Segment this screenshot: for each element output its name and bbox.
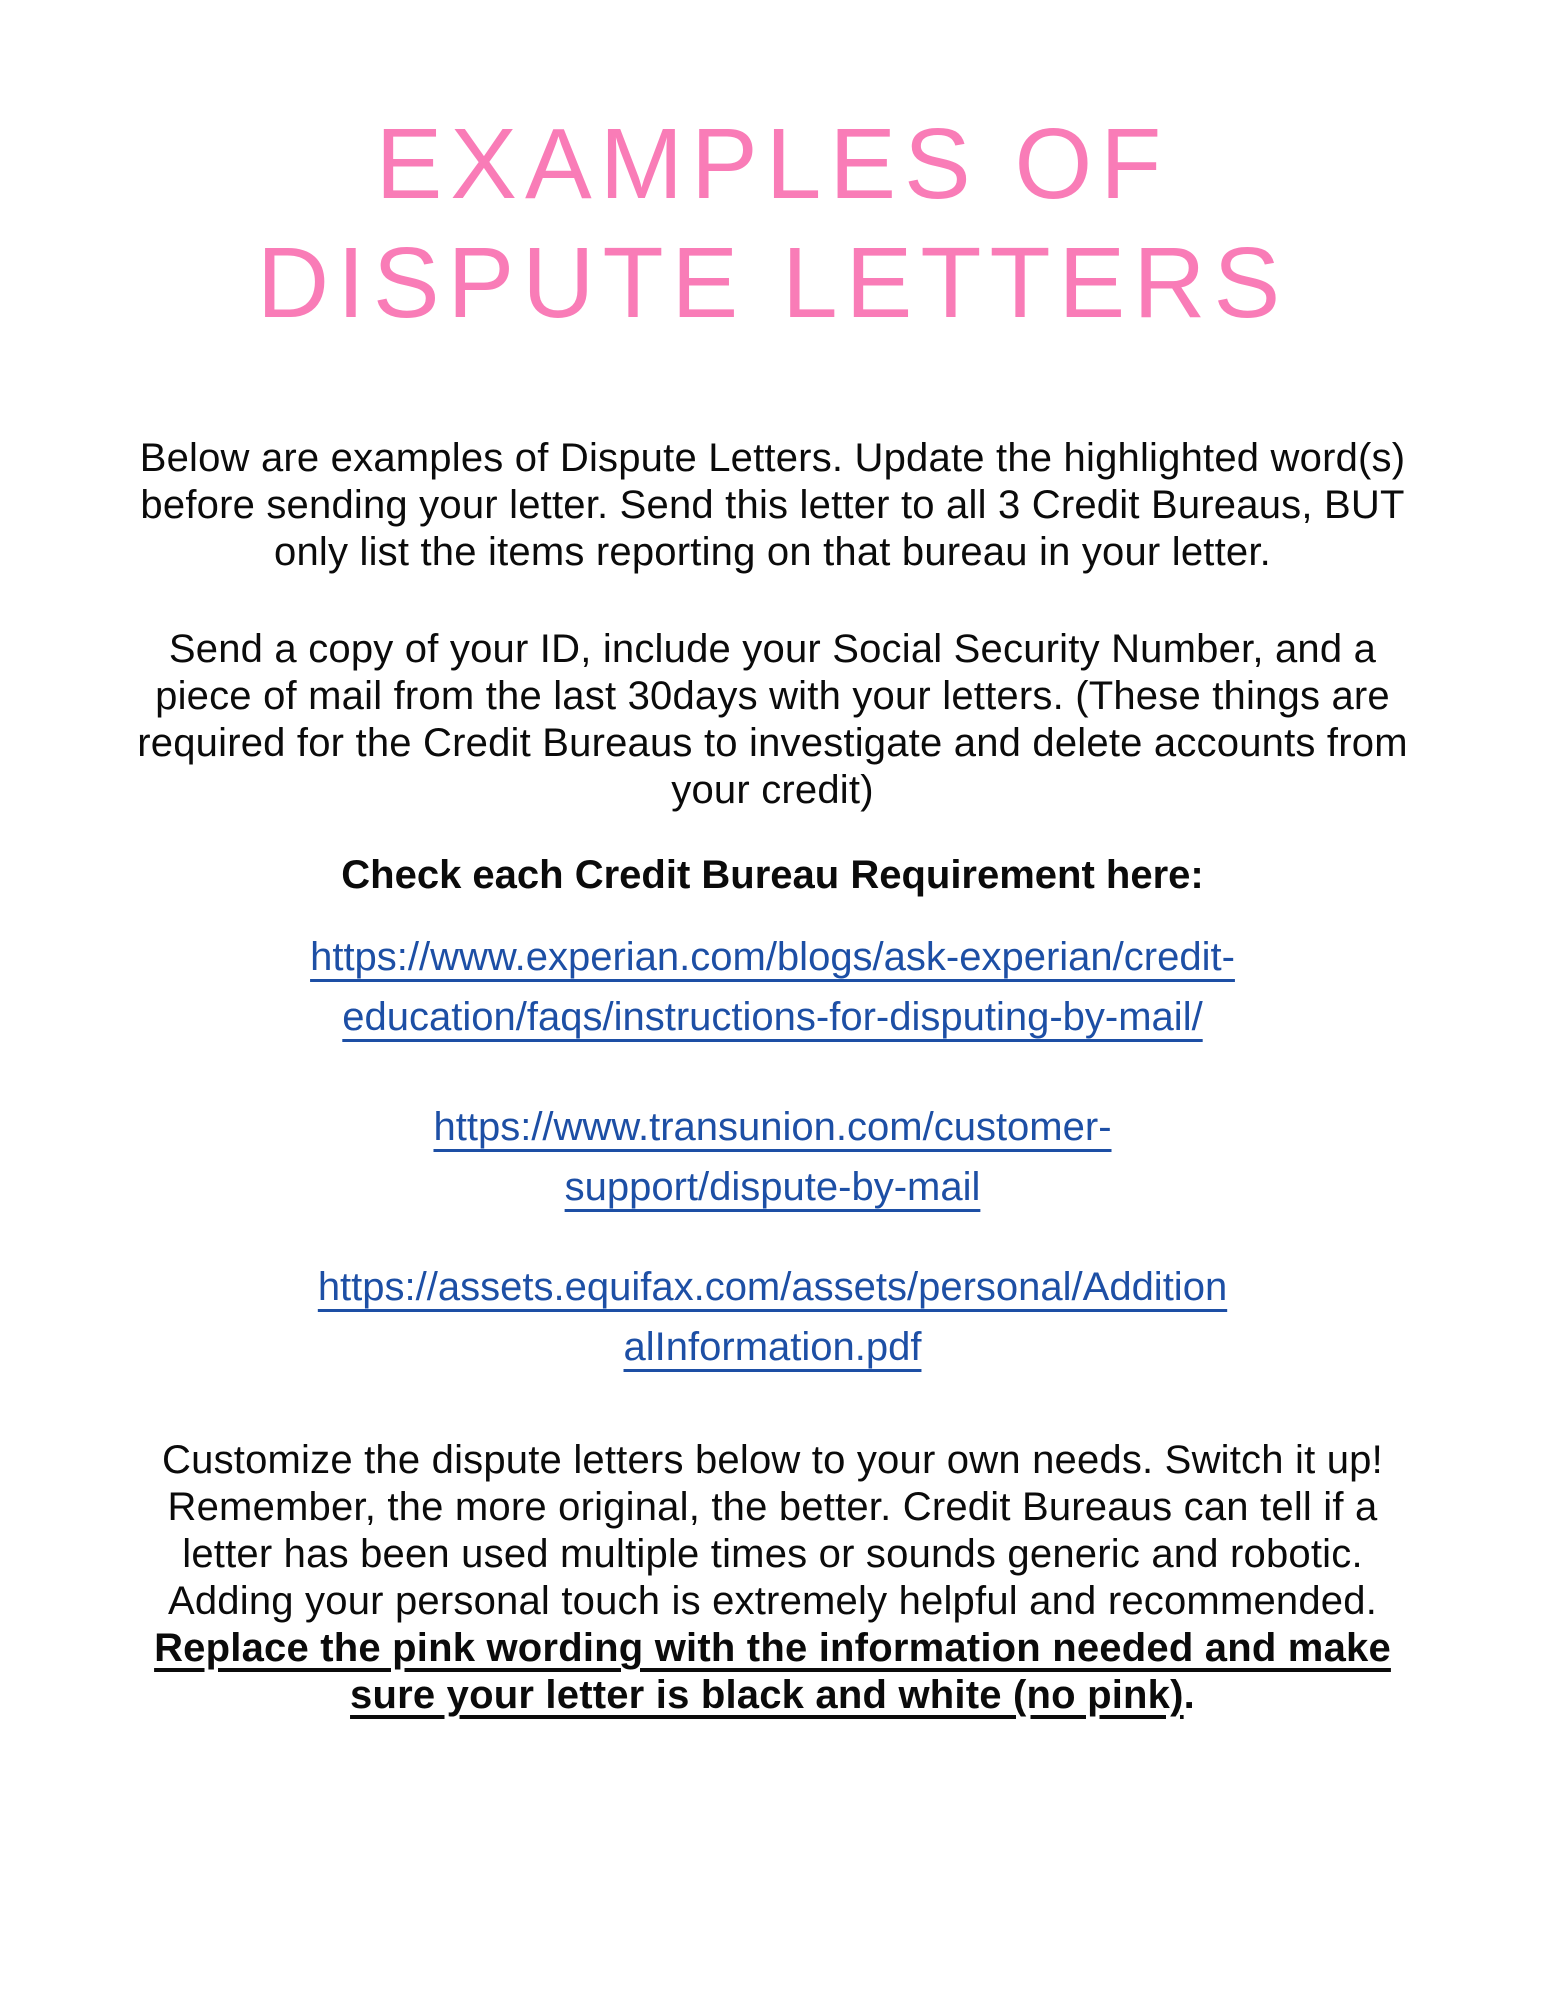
experian-link-line-2: education/faqs/instructions-for-disputing-by-mail/ xyxy=(342,995,1203,1039)
equifax-link-line-1: https://assets.equifax.com/assets/personal/Addition xyxy=(317,1265,1228,1309)
transunion-dispute-link[interactable] xyxy=(123,1097,1423,1217)
experian-link-block xyxy=(123,927,1423,1047)
closing-paragraph xyxy=(123,1437,1423,1719)
transunion-link-line-2: support/dispute-by-mail xyxy=(564,1165,981,1209)
intro-paragraph: Below are examples of Dispute Letters. Update the highlighted word(s) before sending your letter. Send this letter to all 3 Credit Bureaus, BUT only list the items reporting on that bureau in your letter. xyxy=(139,436,1406,574)
experian-link-line-1: https://www.experian.com/blogs/ask-experian/credit- xyxy=(310,935,1235,979)
closing-bold-underlined-text: Replace the pink wording with the information needed and make sure your letter is black and white (no pink) xyxy=(154,1626,1391,1717)
document-content xyxy=(123,105,1423,1719)
closing-bold-instruction xyxy=(123,1625,1423,1719)
transunion-link-block xyxy=(123,1097,1423,1217)
page-title-line-1: EXAMPLES OF xyxy=(375,108,1170,220)
page-title-line-2: DISPUTE LETTERS xyxy=(256,227,1289,339)
equifax-dispute-link[interactable] xyxy=(123,1257,1423,1377)
equifax-link-line-2: alInformation.pdf xyxy=(623,1325,922,1369)
id-requirements-paragraph: Send a copy of your ID, include your Social Security Number, and a piece of mail from the last 30days with your letters. (These things are required for the Credit Bureaus to investigate and delete accounts from your credit) xyxy=(137,627,1408,812)
bureau-requirements-heading: Check each Credit Bureau Requirement here: xyxy=(341,853,1204,897)
closing-regular-text: Customize the dispute letters below to your own needs. Switch it up! Remember, the more original, the better. Credit Bureaus can tell if a letter has been used multiple times or sounds generic and robotic. Adding your personal touch is extremely helpful and recommended. xyxy=(162,1438,1383,1623)
page-title xyxy=(123,105,1423,343)
experian-dispute-link[interactable] xyxy=(123,927,1423,1047)
transunion-link-line-1: https://www.transunion.com/customer- xyxy=(433,1105,1112,1149)
closing-suffix: . xyxy=(1183,1673,1195,1717)
equifax-link-block xyxy=(123,1257,1423,1377)
